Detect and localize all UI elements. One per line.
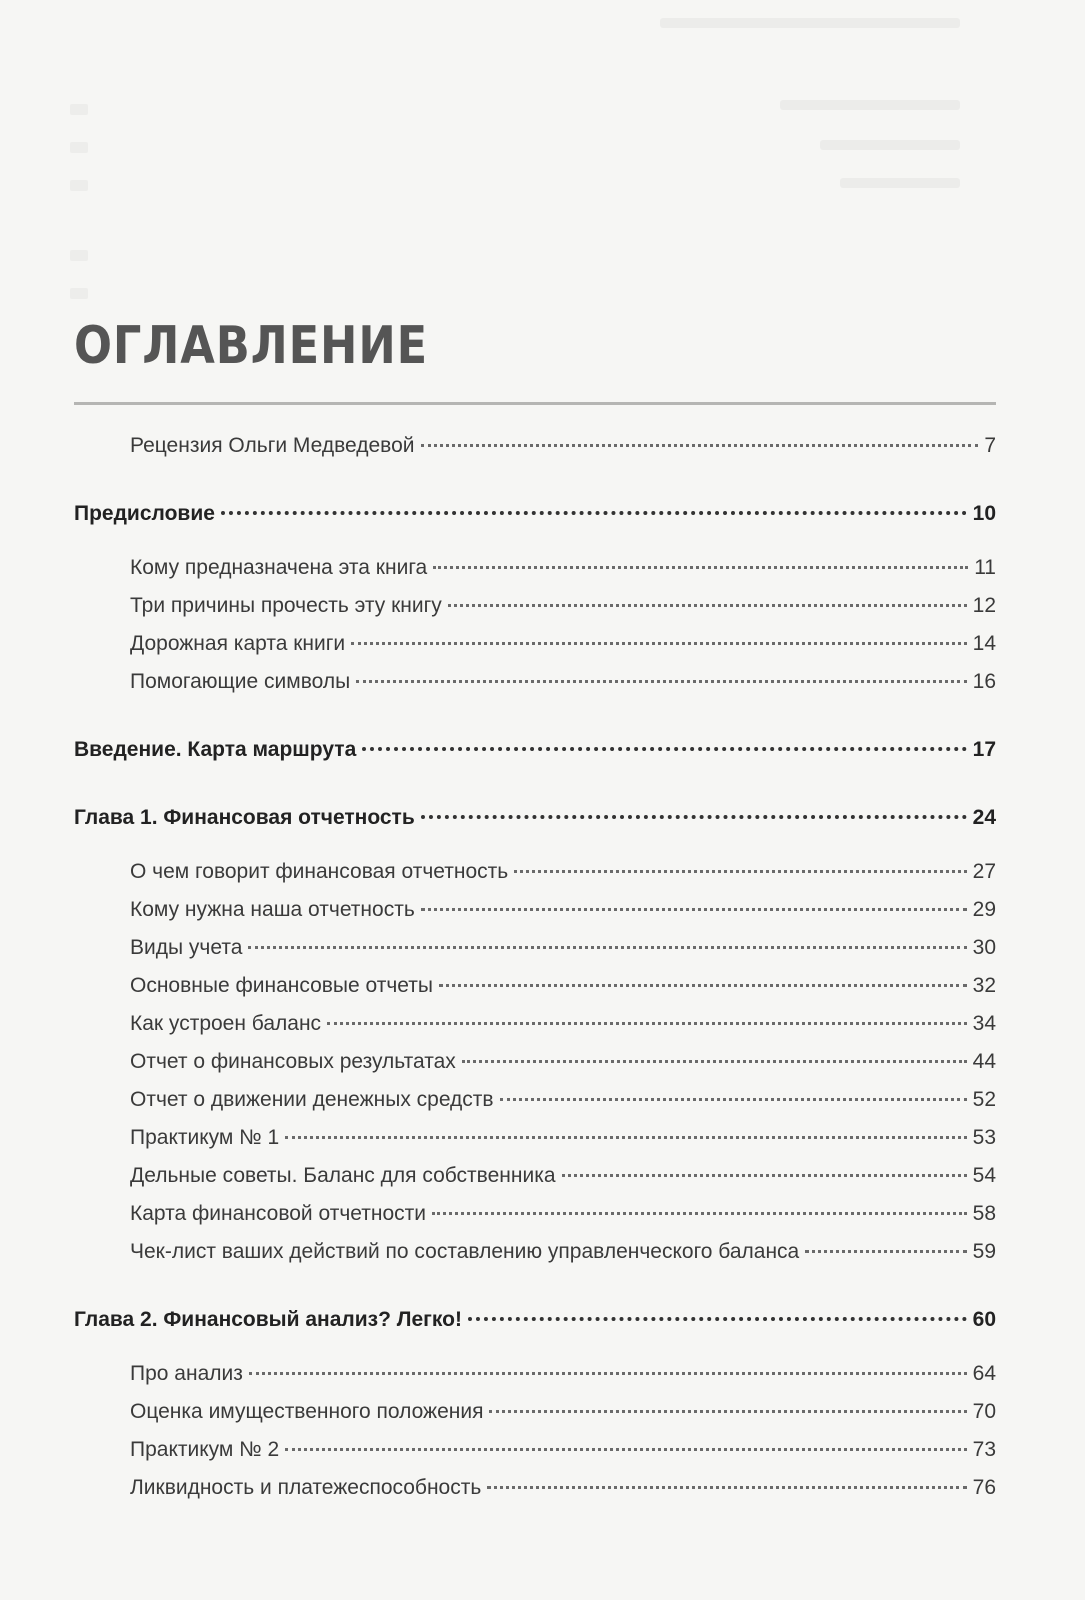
dot-leader xyxy=(285,1448,966,1451)
dot-leader xyxy=(514,870,966,873)
dot-leader xyxy=(439,984,967,987)
dot-leader xyxy=(500,1098,967,1101)
toc-section-entry[interactable] xyxy=(74,891,996,929)
toc-entry-page-number: 60 xyxy=(972,1308,996,1331)
dot-leader xyxy=(433,566,968,569)
toc-entry-page-number: 64 xyxy=(972,1362,996,1385)
toc-section-entry[interactable] xyxy=(74,853,996,891)
dot-leader xyxy=(448,604,967,607)
toc-section-entry[interactable] xyxy=(74,587,996,625)
toc-entry-label: Дорожная карта книги xyxy=(130,632,346,655)
toc-entry-label: Практикум № 1 xyxy=(130,1126,280,1149)
dot-leader xyxy=(327,1022,967,1025)
toc-entry-page-number: 16 xyxy=(972,670,996,693)
toc-entry-page-number: 24 xyxy=(972,806,996,829)
toc-entry-label: Дельные советы. Баланс для собственника xyxy=(130,1164,556,1187)
page-title: ОГЛАВЛЕНИЕ xyxy=(74,316,429,376)
toc-entry-page-number: 70 xyxy=(972,1400,996,1423)
dot-leader xyxy=(562,1174,967,1177)
title-divider xyxy=(74,402,996,405)
toc-entry-label: Предисловие xyxy=(74,502,215,525)
toc-entry-label: Практикум № 2 xyxy=(130,1438,280,1461)
toc-section-entry[interactable] xyxy=(74,1195,996,1233)
toc-chapter-entry[interactable] xyxy=(74,495,996,533)
toc-entry-page-number: 59 xyxy=(972,1240,996,1263)
ghost-number xyxy=(70,104,88,115)
dot-leader xyxy=(487,1486,966,1489)
toc-entry-label: Отчет о финансовых результатах xyxy=(130,1050,456,1073)
toc-entry-label: Карта финансовой отчетности xyxy=(130,1202,426,1225)
toc-entry-label: О чем говорит финансовая отчетность xyxy=(130,860,509,883)
toc-entry-page-number: 10 xyxy=(972,502,996,525)
dot-leader xyxy=(221,511,967,515)
dot-leader xyxy=(421,908,967,911)
toc-section-entry[interactable] xyxy=(74,967,996,1005)
dot-leader xyxy=(285,1136,966,1139)
toc-section-entry[interactable] xyxy=(74,663,996,701)
bleed-through-shadow xyxy=(0,0,1085,320)
ghost-number xyxy=(70,142,88,153)
toc-entry-page-number: 27 xyxy=(972,860,996,883)
dot-leader xyxy=(248,946,966,949)
dot-leader xyxy=(421,815,967,819)
toc-entry-page-number: 76 xyxy=(972,1476,996,1499)
toc-section-entry[interactable] xyxy=(74,1119,996,1157)
ghost-text xyxy=(780,100,960,110)
toc-section-entry[interactable] xyxy=(74,549,996,587)
toc-chapter-entry[interactable] xyxy=(74,799,996,837)
toc-section-entry[interactable] xyxy=(74,1469,996,1507)
toc-list xyxy=(74,427,996,1507)
toc-section-entry[interactable] xyxy=(74,1005,996,1043)
ghost-text xyxy=(840,178,960,188)
ghost-number xyxy=(70,180,88,191)
toc-section-entry[interactable] xyxy=(74,1233,996,1271)
ghost-text xyxy=(820,140,960,150)
toc-page xyxy=(74,316,996,1507)
dot-leader xyxy=(362,747,966,751)
toc-entry-label: Глава 2. Финансовый анализ? Легко! xyxy=(74,1308,462,1331)
toc-entry-label: Кому нужна наша отчетность xyxy=(130,898,415,921)
toc-entry-label: Оценка имущественного положения xyxy=(130,1400,484,1423)
dot-leader xyxy=(351,642,967,645)
ghost-number xyxy=(70,250,88,261)
toc-entry-page-number: 14 xyxy=(972,632,996,655)
toc-entry-page-number: 54 xyxy=(972,1164,996,1187)
toc-entry-page-number: 30 xyxy=(972,936,996,959)
toc-entry-label: Помогающие символы xyxy=(130,670,351,693)
dot-leader xyxy=(805,1250,966,1253)
toc-section-entry[interactable] xyxy=(74,929,996,967)
toc-section-entry[interactable] xyxy=(74,427,996,465)
toc-entry-label: Основные финансовые отчеты xyxy=(130,974,434,997)
dot-leader xyxy=(432,1212,967,1215)
toc-entry-page-number: 73 xyxy=(972,1438,996,1461)
toc-entry-page-number: 52 xyxy=(972,1088,996,1111)
toc-entry-page-number: 34 xyxy=(972,1012,996,1035)
toc-entry-page-number: 7 xyxy=(984,434,996,457)
toc-section-entry[interactable] xyxy=(74,1355,996,1393)
toc-entry-page-number: 17 xyxy=(972,738,996,761)
toc-entry-label: Рецензия Ольги Медведевой xyxy=(130,434,415,457)
dot-leader xyxy=(489,1410,966,1413)
toc-entry-label: Кому предназначена эта книга xyxy=(130,556,428,579)
toc-section-entry[interactable] xyxy=(74,1431,996,1469)
toc-entry-page-number: 32 xyxy=(972,974,996,997)
toc-section-entry[interactable] xyxy=(74,625,996,663)
toc-section-entry[interactable] xyxy=(74,1157,996,1195)
dot-leader xyxy=(462,1060,967,1063)
toc-section-entry[interactable] xyxy=(74,1393,996,1431)
dot-leader xyxy=(249,1372,967,1375)
toc-chapter-entry[interactable] xyxy=(74,1301,996,1339)
dot-leader xyxy=(468,1317,967,1321)
toc-entry-label: Глава 1. Финансовая отчетность xyxy=(74,806,415,829)
dot-leader xyxy=(421,444,979,447)
toc-entry-label: Чек-лист ваших действий по составлению управленческого баланса xyxy=(130,1240,800,1263)
dot-leader xyxy=(356,680,966,683)
toc-entry-label: Виды учета xyxy=(130,936,243,959)
toc-entry-label: Ликвидность и платежеспособность xyxy=(130,1476,482,1499)
toc-entry-page-number: 58 xyxy=(972,1202,996,1225)
ghost-number xyxy=(70,288,88,299)
toc-entry-page-number: 53 xyxy=(972,1126,996,1149)
toc-entry-page-number: 44 xyxy=(972,1050,996,1073)
ghost-text xyxy=(660,18,960,28)
toc-entry-page-number: 29 xyxy=(972,898,996,921)
toc-chapter-entry[interactable] xyxy=(74,731,996,769)
toc-entry-label: Про анализ xyxy=(130,1362,243,1385)
toc-entry-label: Три причины прочесть эту книгу xyxy=(130,594,442,617)
toc-entry-label: Введение. Карта маршрута xyxy=(74,738,357,761)
toc-section-entry[interactable] xyxy=(74,1081,996,1119)
toc-entry-page-number: 11 xyxy=(974,556,996,579)
toc-entry-label: Как устроен баланс xyxy=(130,1012,322,1035)
toc-entry-label: Отчет о движении денежных средств xyxy=(130,1088,494,1111)
toc-section-entry[interactable] xyxy=(74,1043,996,1081)
toc-entry-page-number: 12 xyxy=(972,594,996,617)
